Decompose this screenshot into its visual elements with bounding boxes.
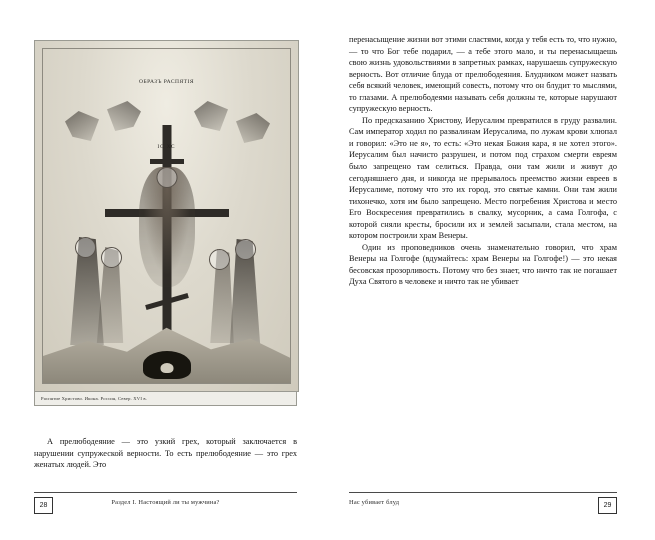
right-page-paragraph-1: перенасыщение жизни вот этими сластями, когда у тебя есть то, что нужно, — то что Бог тебе подарил, — а тебе этого мало, и ты перенасыщаешь свою жизнь удовольствиями в запретных рамках, нарушаешь супружескую верность. Вот отличие блуда от прелюбодеяния. Блудником может назвать себя всякий человек, имеющий совесть, потому что он блудит то мыслями, то глазами. А прелюбодеями называть себя должны те, которые нарушают супружескую верность. xyxy=(349,35,617,114)
running-head-right: Нас убивает блуд xyxy=(349,499,400,506)
footer-rule xyxy=(349,492,617,493)
footer-row xyxy=(34,498,297,514)
page-number-right: 29 xyxy=(598,497,617,514)
left-page-paragraph: А прелюбодеяние — это узкий грех, который заключается в нарушении супружеской верности. То есть прелюбодеяние — это грех женатых людей. Это xyxy=(34,437,297,470)
halo-icon xyxy=(101,247,122,268)
footer-rule xyxy=(34,492,297,493)
running-head-left: Раздел I. Настоящий ли ты мужчина? xyxy=(111,499,220,506)
halo-icon xyxy=(235,239,256,260)
skull-icon xyxy=(160,363,173,373)
left-page-footer xyxy=(34,492,297,514)
left-page xyxy=(0,0,327,540)
right-page xyxy=(327,0,655,540)
halo-icon xyxy=(209,249,230,270)
footer-row xyxy=(349,498,617,514)
cross-titulus-beam xyxy=(150,159,184,164)
right-page-paragraph-2: По предсказанию Христову, Иерусалим превратился в груду развалин. Сам император ходил по развалинам Иерусалима, по лужам крови хлюпал и говорил: «Это не я», то есть: «Это некая Божия кара, я не хотел этого». Иерусалим был начисто разрушен, и потом под страхом смерти евреям было запрещено там селиться. Правда, они там жили и живут до сегодняшнего дня, и никогда не прерывалось преемство жизни евреев в Иерусалиме, потому что это их город, это святые камни. Они там жили тихонечко, хотя им было запрещено. Место погребения Христова и место Его Воскресения превратились в свалку, мусорник, а сама Голгофа, с которой сняли кресты, бросили их и землей засыпали, стала местом, на котором построили храм Венеры. xyxy=(349,115,617,241)
figure-caption: Распятие Христово. Икона. Россия, Север. XVI в. xyxy=(34,392,297,406)
page-number-left: 28 xyxy=(34,497,53,514)
right-page-footer xyxy=(349,492,617,514)
crucifixion-icon-image xyxy=(34,40,299,392)
icon-figure xyxy=(34,40,297,406)
titulus-text: ІС ХС xyxy=(157,145,176,150)
halo-icon xyxy=(75,237,96,258)
right-page-text-column xyxy=(349,34,617,288)
icon-inscription-text: ОБРАЗЪ РАСПЯТІЯ xyxy=(138,79,195,85)
right-page-paragraph-3: Один из проповедников очень знаменательно говорил, что храм Венеры на Голгофе (вдумайтесь: храм Венеры на Голгофе!) — это некая бесовская прозорливость. Потому что без знает, что ничто так не погашает Духа Святого в человеке и ничто так не убивает xyxy=(349,242,617,287)
halo-icon xyxy=(156,167,177,188)
